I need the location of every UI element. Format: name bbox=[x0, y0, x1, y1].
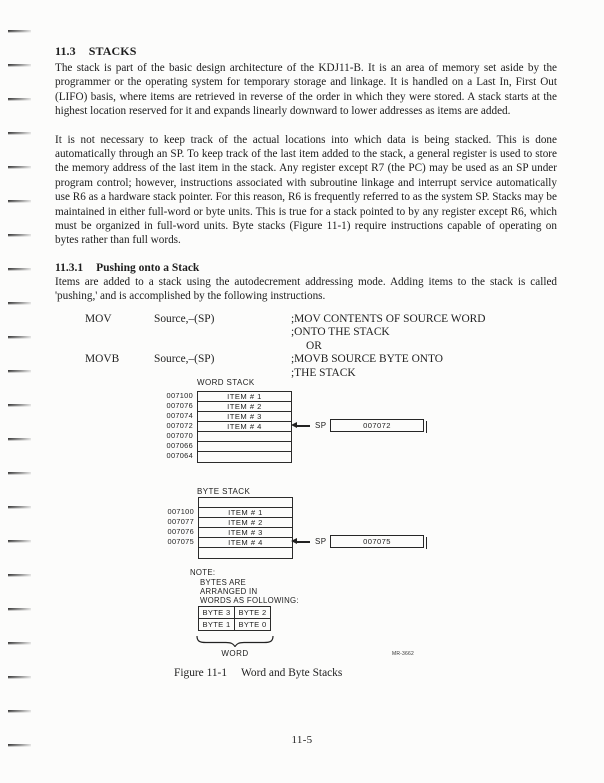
byte-cell: BYTE 3 bbox=[199, 607, 235, 619]
stack-item: ITEM # 3 bbox=[227, 412, 262, 421]
instruction-row-mov bbox=[55, 313, 557, 327]
paragraph-2: It is not necessary to keep track of the actual locations into which data is being stacked. This is done automatically through an SP. To keep track of the last item added to the stack, a general register is used to store the memory address of the last item in the stack. Any register except R7 (the PC) may be used as an SP under program control; however, instructions associated with subroutine linkage and interrupt service automatically use R6 as a hardware stack pointer. For this reason, R6 is frequently referred to as the system SP. Stacks may be maintained in either full-word or byte units. This is true for a stack pointed to by any register except R6, which must be organized in full-word units. Byte stacks (Figure 11-1) require instructions capable of operating on bytes rather than full words. bbox=[55, 133, 557, 247]
address: 007066 bbox=[166, 441, 193, 450]
paragraph-1: The stack is part of the basic design architecture of the KDJ11-B. It is an area of memory set aside by the programmer or the operating system for temporary storage and linkage. It is handled on a Last In, First Out (LIFO) basis, where items are retrieved in reverse of the order in which they were stored. A stack starts at the highest location reserved for it and expands linearly downward to lower addresses as items are added. bbox=[55, 62, 557, 118]
note-heading: NOTE: bbox=[190, 568, 216, 577]
byte-stack-table bbox=[198, 497, 293, 559]
byte-cell: BYTE 2 bbox=[235, 607, 271, 619]
address: 007100 bbox=[167, 507, 194, 516]
address: 007100 bbox=[166, 391, 193, 400]
stack-row bbox=[198, 442, 291, 452]
word-brace-label: WORD bbox=[221, 649, 249, 658]
byte-stack-title: BYTE STACK bbox=[197, 487, 251, 496]
stack-row bbox=[199, 498, 292, 508]
word-stack-table bbox=[197, 391, 292, 463]
page-number: 11-5 bbox=[291, 734, 313, 746]
subsection-heading bbox=[55, 262, 557, 274]
sp-arrow-icon bbox=[297, 541, 310, 543]
address: 007064 bbox=[166, 451, 193, 460]
address bbox=[154, 497, 194, 507]
note-line: BYTES ARE bbox=[200, 578, 247, 587]
comment: ;THE STACK bbox=[291, 367, 356, 380]
comment: ;MOVB SOURCE BYTE ONTO bbox=[291, 353, 443, 366]
subsection-number: 11.3.1 bbox=[55, 261, 84, 274]
stack-item: ITEM # 3 bbox=[228, 528, 263, 537]
figure-caption-number: Figure 11-1 bbox=[174, 667, 228, 679]
stack-row bbox=[198, 432, 291, 442]
word-stack-title: WORD STACK bbox=[197, 378, 255, 387]
operands: Source,–(SP) bbox=[154, 312, 215, 325]
figure-caption bbox=[174, 667, 342, 679]
mnemonic: MOV bbox=[85, 312, 112, 325]
address: 007072 bbox=[166, 421, 193, 430]
stack-row bbox=[199, 548, 292, 558]
byte-stack-addresses bbox=[154, 497, 194, 557]
comment: ;ONTO THE STACK bbox=[291, 326, 390, 339]
section-heading bbox=[55, 44, 557, 59]
note-line: WORDS AS FOLLOWING: bbox=[200, 596, 299, 605]
instruction-row-movb bbox=[55, 353, 557, 367]
stack-row bbox=[198, 412, 291, 422]
stack-row bbox=[198, 392, 291, 402]
section-number: 11.3 bbox=[55, 44, 76, 58]
address: 007076 bbox=[166, 401, 193, 410]
address: 007074 bbox=[166, 411, 193, 420]
address bbox=[154, 547, 194, 557]
stack-row bbox=[198, 452, 291, 462]
section-title: STACKS bbox=[88, 44, 137, 58]
stack-row bbox=[199, 538, 292, 548]
mnemonic: MOVB bbox=[85, 353, 120, 366]
stack-row bbox=[198, 402, 291, 412]
stack-item: ITEM # 1 bbox=[228, 508, 263, 517]
stack-item: ITEM # 1 bbox=[227, 392, 262, 401]
instruction-row-or bbox=[55, 340, 557, 354]
stack-row bbox=[199, 528, 292, 538]
instruction-row bbox=[55, 367, 557, 381]
byte-cell: BYTE 0 bbox=[235, 619, 271, 631]
brace-icon bbox=[195, 635, 275, 647]
stack-item: ITEM # 2 bbox=[228, 518, 263, 527]
byte-arrangement-table bbox=[198, 606, 271, 631]
text-column bbox=[55, 44, 557, 381]
address: 007076 bbox=[167, 527, 194, 536]
stack-item: ITEM # 2 bbox=[227, 402, 262, 411]
paragraph-3: Items are added to a stack using the autodecrement addressing mode. Adding items to the stack is called 'pushing,' and is accomplished by the following instructions. bbox=[55, 275, 557, 303]
stack-item: ITEM # 4 bbox=[228, 538, 263, 547]
subsection-title: Pushing onto a Stack bbox=[96, 261, 200, 274]
word-stack-addresses bbox=[153, 391, 193, 461]
sp-label: SP bbox=[315, 537, 327, 546]
address: 007077 bbox=[167, 517, 194, 526]
figure-caption-title: Word and Byte Stacks bbox=[241, 667, 343, 679]
sp-register-byte: 007075 bbox=[330, 535, 424, 548]
byte-cell: BYTE 1 bbox=[199, 619, 235, 631]
comment: ;MOV CONTENTS OF SOURCE WORD bbox=[291, 312, 486, 325]
operands: Source,–(SP) bbox=[154, 353, 215, 366]
stack-row bbox=[199, 518, 292, 528]
instruction-block bbox=[55, 313, 557, 381]
address: 007075 bbox=[167, 537, 194, 546]
sp-register-word: 007072 bbox=[330, 419, 424, 432]
mr-number: MR-3662 bbox=[392, 651, 414, 657]
binding-marks bbox=[8, 30, 31, 754]
stack-item: ITEM # 4 bbox=[227, 422, 262, 431]
address: 007070 bbox=[166, 431, 193, 440]
or-label: OR bbox=[306, 339, 322, 352]
sp-arrow-icon bbox=[297, 425, 310, 427]
note-line: ARRANGED IN bbox=[200, 587, 258, 596]
stack-row bbox=[198, 422, 291, 432]
instruction-row bbox=[55, 326, 557, 340]
sp-label: SP bbox=[315, 421, 327, 430]
stack-row bbox=[199, 508, 292, 518]
